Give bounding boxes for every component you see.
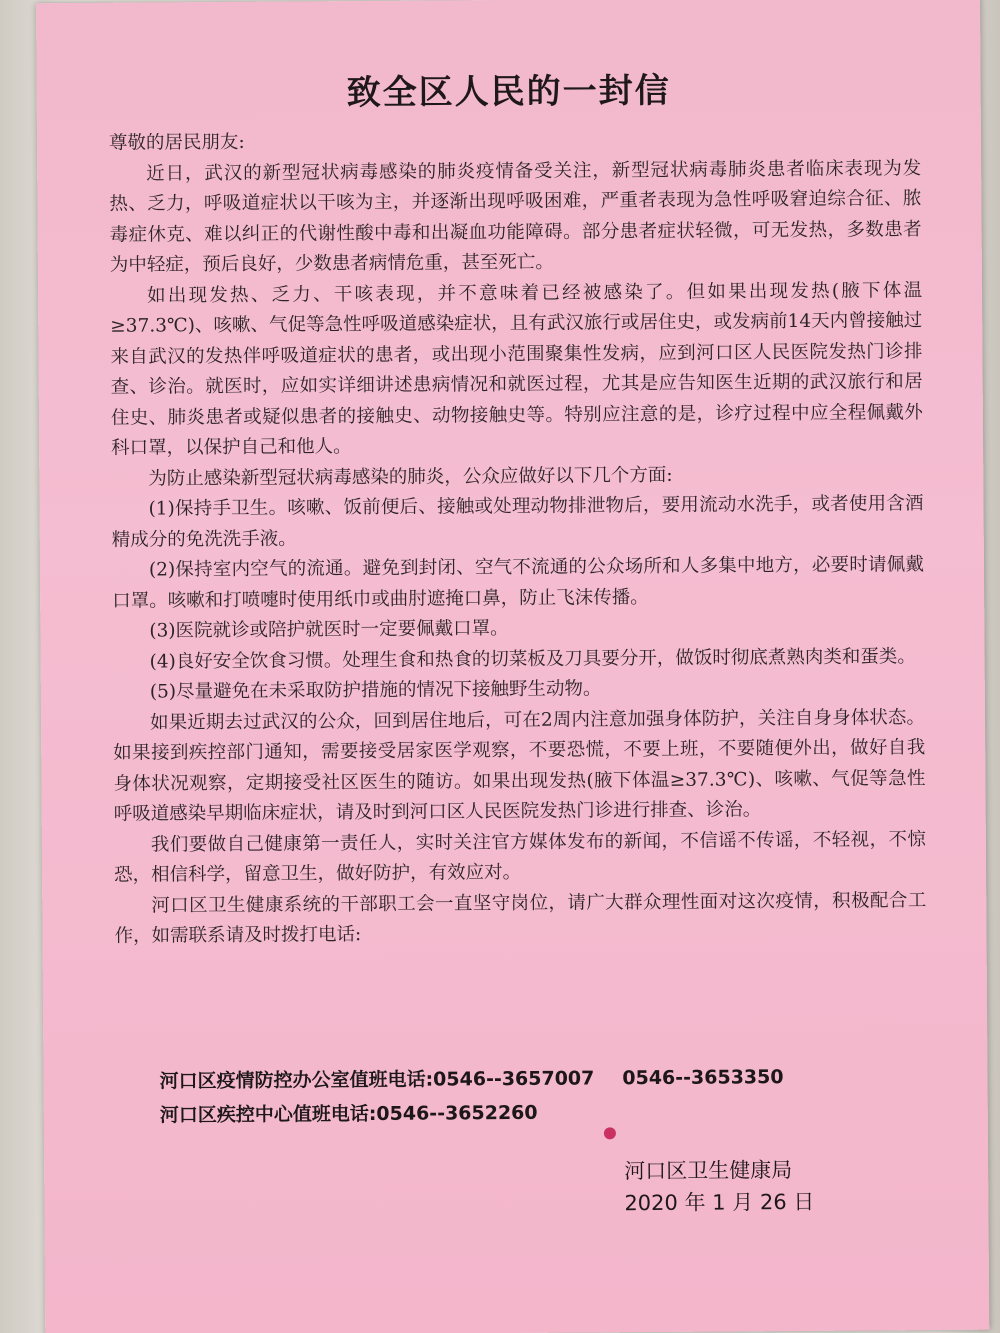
cdc-phone-line — [160, 1094, 784, 1132]
issue-date: 2020 年 1 月 26 日 — [624, 1189, 815, 1216]
paragraph-responsibility: 我们要做自己健康第一责任人，实时关注官方媒体发布的新闻，不信谣不传谣，不轻视，不惊恐，相信科学，留意卫生，做好防护，有效应对。 — [114, 828, 926, 886]
paragraph-item-4: (4)良好安全饮食习惯。处理生食和热食的切菜板及刀具要分开，做饭时彻底煮熟肉类和蛋类。 — [149, 645, 916, 673]
letter-sheet — [36, 0, 989, 1333]
signature-block — [624, 1154, 814, 1219]
office-phone-number-2: 0546--3653350 — [622, 1066, 784, 1090]
paragraph-wuhan-travelers: 如果近期去过武汉的公众，回到居住地后，可在2周内注意加强身体防护，关注自身身体状态。如果接到疾控部门通知，需要接受居家医学观察，不要恐慌，不要上班，不要随便外出，做好自我身体状况观察，定期接受社区医生的随访。如果出现发热(腋下体温≥37.3℃)、咳嗽、气促等急性呼吸道感染早期临床症状，请及时到河口区人民医院发热门诊进行排查、诊治。 — [113, 706, 926, 825]
paragraph-item-2: (2)保持室内空气的流通。避免到封闭、空气不流通的公众场所和人多集中地方，必要时请佩戴口罩。咳嗽和打喷嚏时使用纸巾或曲肘遮掩口鼻，防止飞沫传播。 — [112, 554, 925, 612]
paragraph-prevention-heading: 为防止感染新型冠状病毒感染的肺炎，公众应做好以下几个方面: — [148, 464, 673, 490]
paragraph-item-1: (1)保持手卫生。咳嗽、饭前便后、接触或处理动物排泄物后，要用流动水洗手，或者使用含酒精成分的免洗洗手液。 — [111, 493, 924, 551]
office-phone-line — [159, 1060, 783, 1098]
ink-dot — [604, 1127, 616, 1139]
cdc-phone-number: 0546--3652260 — [376, 1101, 538, 1125]
salutation: 尊敬的居民朋友: — [108, 131, 245, 154]
paragraph-contact: 河口区卫生健康系统的干部职工会一直坚守岗位，请广大群众理性面对这次疫情，积极配合工作，如需联系请及时拨打电话: — [114, 889, 927, 947]
paragraph-item-3: (3)医院就诊或陪护就医时一定要佩戴口罩。 — [149, 618, 509, 642]
phone-list — [159, 1060, 783, 1132]
issuer-name: 河口区卫生健康局 — [624, 1158, 793, 1184]
paragraph-intro: 近日，武汉的新型冠状病毒感染的肺炎疫情备受关注，新型冠状病毒肺炎患者临床表现为发热、乏力，呼吸道症状以干咳为主，并逐渐出现呼吸困难，严重者表现为急性呼吸窘迫综合征、脓毒症休克、难以纠正的代谢性酸中毒和出凝血功能障碍。部分患者症状轻微，可无发热，多数患者为中轻症，预后良好，少数患者病情危重，甚至死亡。 — [109, 157, 922, 276]
paragraph-item-5: (5)尽量避免在未采取防护措施的情况下接触野生动物。 — [149, 678, 602, 703]
letter-body — [109, 123, 927, 952]
office-phone-label: 河口区疫情防控办公室值班电话: — [159, 1068, 434, 1093]
office-phone-number-1: 0546--3657007 — [433, 1067, 595, 1091]
paragraph-symptoms: 如出现发热、乏力、干咳表现，并不意味着已经被感染了。但如果出现发热(腋下体温≥37.3℃)、咳嗽、气促等急性呼吸道感染症状，且有武汉旅行或居住史，或发病前14天内曾接触过来自武汉的发热伴呼吸道症状的患者，或出现小范围聚集性发病，应到河口区人民医院发热门诊排查、诊治。就医时，应如实详细讲述患病情况和就医过程，尤其是应告知医生近期的武汉旅行和居住史、肺炎患者或疑似患者的接触史、动物接触史等。特别应注意的是，诊疗过程中应全程佩戴外科口罩，以保护自己和他人。 — [110, 279, 923, 459]
cdc-phone-label: 河口区疾控中心值班电话: — [159, 1102, 377, 1127]
letter-title: 致全区人民的一封信 — [346, 70, 671, 114]
